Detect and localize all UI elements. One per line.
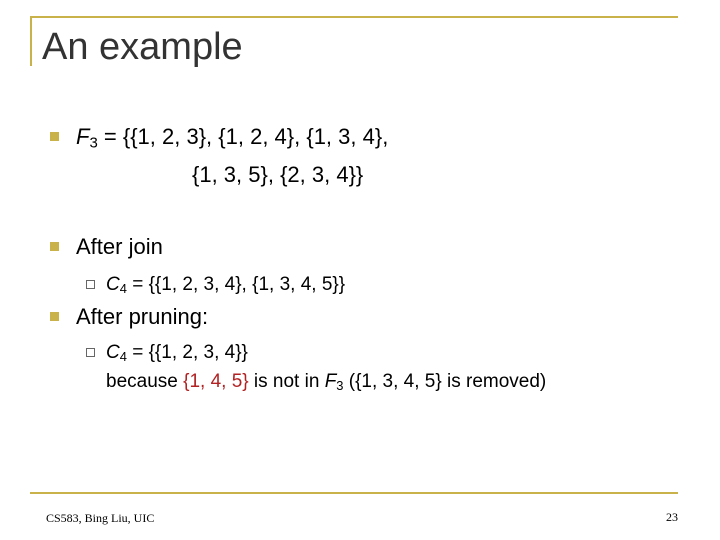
- highlighted-itemset: {1, 4, 5}: [183, 371, 249, 392]
- slide-title: An example: [42, 26, 243, 68]
- bullet-1-line-1: [76, 124, 389, 152]
- bullet-1-line-2: {1, 3, 5}, {2, 3, 4}}: [192, 162, 364, 187]
- frame-bottom-rule: [30, 492, 678, 494]
- bullet-2-sub-item: [106, 274, 346, 297]
- bullet-3-sub-line-2: [106, 371, 547, 394]
- var-f-subscript: 3: [89, 134, 98, 152]
- because-prefix: because: [106, 371, 184, 392]
- var-c: C: [106, 342, 120, 363]
- square-bullet-icon: [50, 312, 59, 321]
- because-mid: is not in: [248, 371, 325, 392]
- hollow-square-bullet-icon: [86, 348, 95, 357]
- square-bullet-icon: [50, 132, 59, 141]
- var-f-subscript: 3: [336, 378, 344, 394]
- square-bullet-icon: [50, 242, 59, 251]
- bullet-1-rest: = {{1, 2, 3}, {1, 2, 4}, {1, 3, 4},: [97, 124, 389, 149]
- footer-course: CS583, Bing Liu, UIC: [46, 511, 155, 525]
- var-f: F: [76, 124, 90, 149]
- page-number: 23: [666, 510, 678, 524]
- because-end: ({1, 3, 4, 5} is removed): [343, 371, 547, 392]
- bullet-3-sub-line-1: [106, 342, 248, 365]
- bullet-3-sub-rest: = {{1, 2, 3, 4}}: [126, 342, 248, 363]
- var-c-subscript: 4: [119, 281, 127, 297]
- var-c: C: [106, 274, 120, 295]
- var-f: F: [324, 371, 337, 392]
- frame-top-rule: [30, 16, 678, 18]
- frame-left-rule: [30, 16, 32, 66]
- bullet-2-sub-rest: = {{1, 2, 3, 4}, {1, 3, 4, 5}}: [126, 274, 346, 295]
- bullet-2-text: After join: [76, 234, 163, 259]
- bullet-3-text: After pruning:: [76, 304, 209, 329]
- var-c-subscript: 4: [119, 349, 127, 365]
- hollow-square-bullet-icon: [86, 280, 95, 289]
